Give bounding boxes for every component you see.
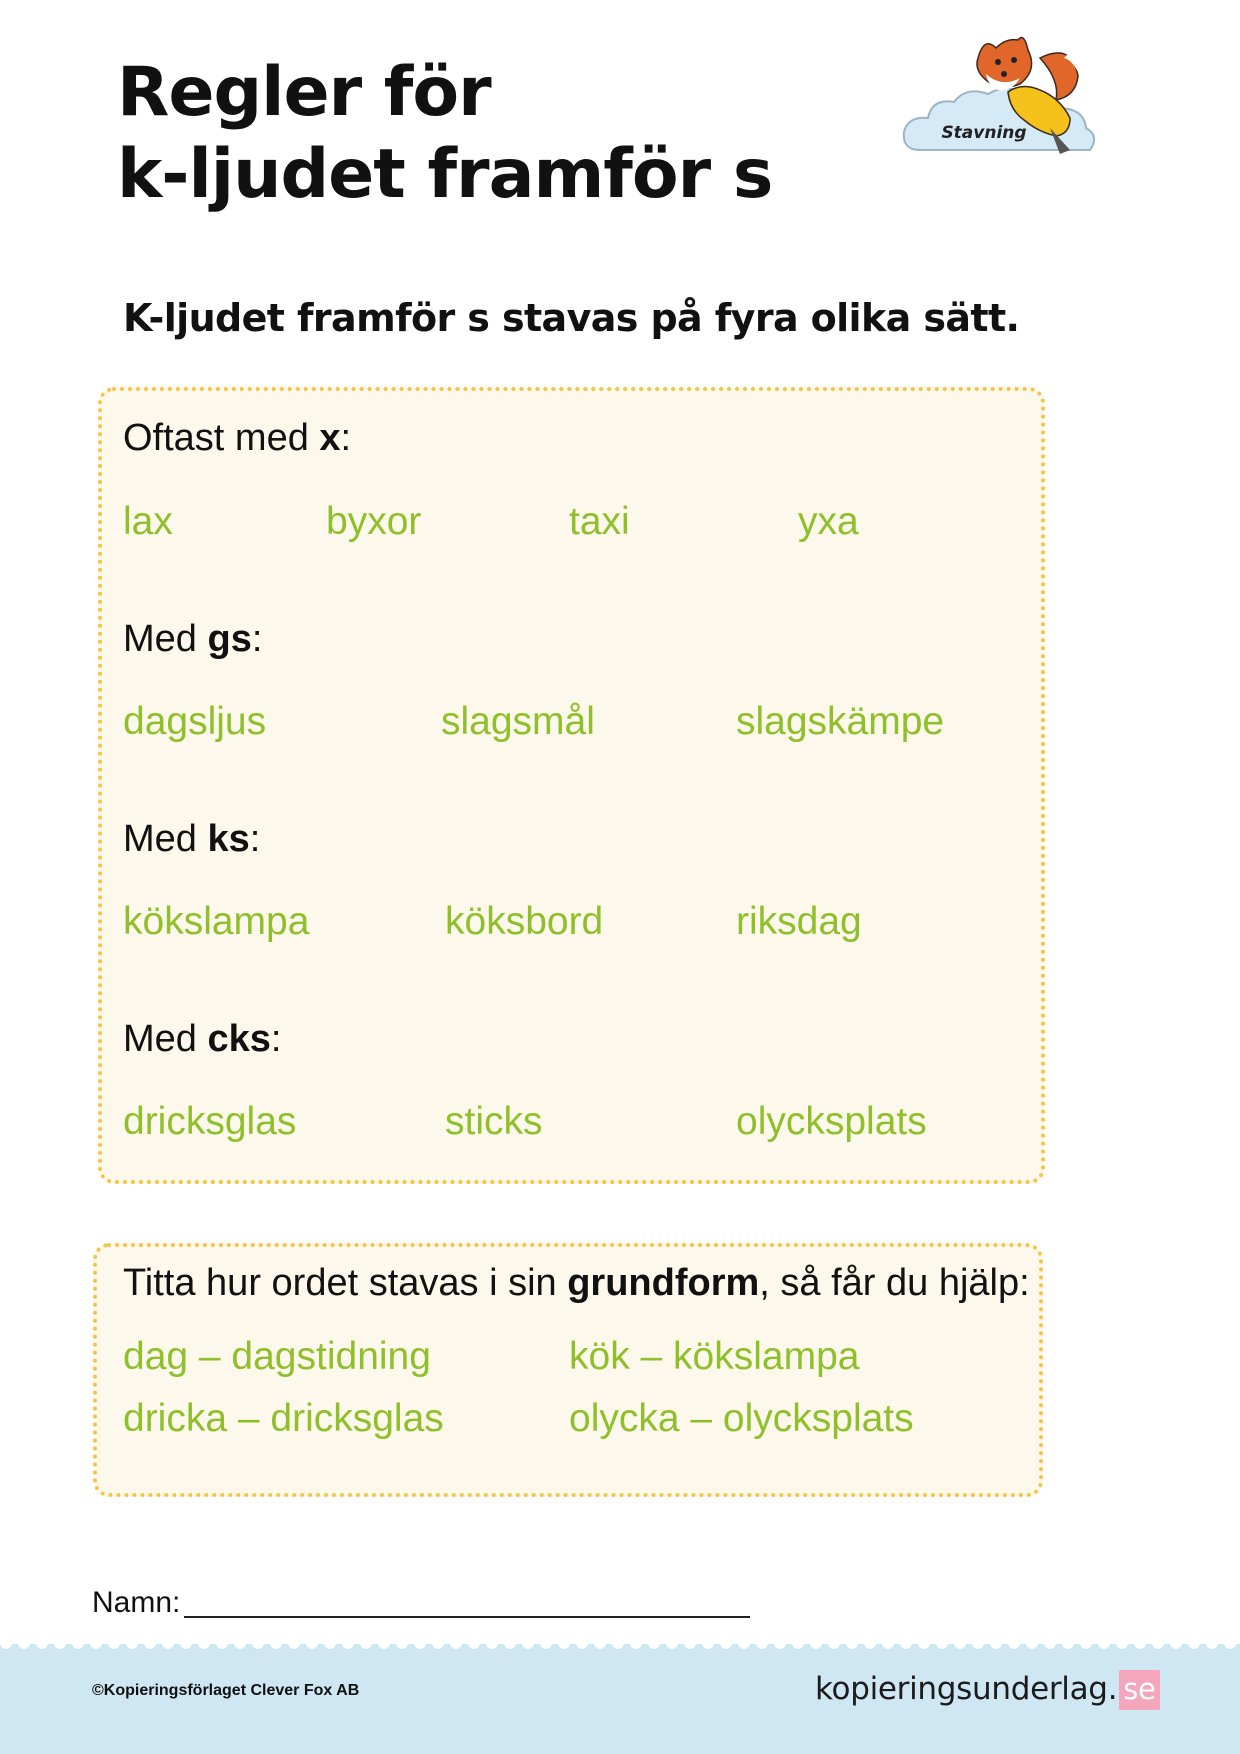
example-dricka: dricka – dricksglas [123, 1397, 444, 1440]
word-riksdag: riksdag [736, 900, 862, 943]
word-lax: lax [123, 500, 173, 543]
word-kokslampa: kökslampa [123, 900, 310, 943]
word-slagskampe: slagskämpe [736, 700, 945, 743]
word-dricksglas: dricksglas [123, 1100, 297, 1143]
name-label: Namn: [92, 1586, 181, 1619]
title-line-1: Regler för [117, 53, 491, 132]
word-olycksplats: olycksplats [736, 1100, 927, 1143]
word-koksbord: köksbord [445, 900, 604, 943]
brand-logo: kopieringsunderlag. se [815, 1670, 1160, 1710]
word-sticks: sticks [445, 1100, 543, 1143]
example-kok: kök – kökslampa [569, 1335, 860, 1378]
example-dag: dag – dagstidning [123, 1335, 431, 1378]
rule-label-cks: Med cks: [123, 1018, 282, 1060]
word-yxa: yxa [798, 500, 859, 543]
page-title [117, 52, 772, 216]
rule-label-ks: Med ks: [123, 818, 261, 860]
badge-label: Stavning [941, 123, 1027, 143]
name-field[interactable] [184, 1616, 750, 1618]
copyright: ©Kopieringsförlaget Clever Fox AB [92, 1682, 360, 1699]
rule-label-x: Oftast med x: [123, 417, 352, 459]
word-taxi: taxi [569, 500, 630, 543]
word-byxor: byxor [326, 500, 422, 543]
title-line-2: k-ljudet framför s [117, 135, 773, 214]
word-dagsljus: dagsljus [123, 700, 267, 743]
fox-head [977, 38, 1032, 88]
subtitle: K-ljudet framför s stavas på fyra olika sätt. [123, 296, 1020, 340]
example-olycka: olycka – olycksplats [569, 1397, 914, 1440]
word-slagsmal: slagsmål [441, 700, 595, 743]
hint-text: Titta hur ordet stavas i sin grundform, så får du hjälp: [123, 1262, 1030, 1304]
brand-se-badge: se [1119, 1670, 1159, 1710]
stavning-badge [900, 28, 1105, 178]
rule-label-gs: Med gs: [123, 618, 263, 660]
